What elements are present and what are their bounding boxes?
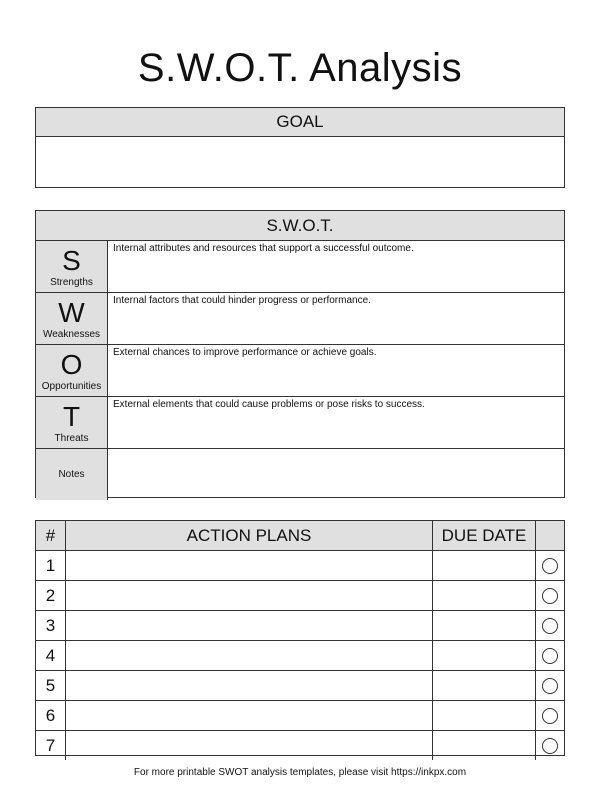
action-plan-cell[interactable] xyxy=(66,731,433,760)
table-row xyxy=(36,611,564,641)
notes-input-area[interactable] xyxy=(108,449,564,500)
footer-note: For more printable SWOT analysis templates, please visit https://inkpx.com xyxy=(133,767,467,778)
swot-row-strengths xyxy=(36,241,564,293)
swot-description-opportunities[interactable]: External chances to improve performance or achieve goals. xyxy=(113,347,377,358)
swot-section xyxy=(35,210,565,498)
row-number: 3 xyxy=(36,611,66,640)
row-number: 5 xyxy=(36,671,66,700)
swot-label-notes xyxy=(36,449,108,500)
due-date-cell[interactable] xyxy=(433,701,536,730)
table-row xyxy=(36,731,564,760)
swot-letter: T xyxy=(62,401,81,432)
table-row xyxy=(36,671,564,701)
action-plan-cell[interactable] xyxy=(66,581,433,610)
check-cell xyxy=(536,701,564,730)
swot-row-notes xyxy=(36,449,564,500)
checkbox-circle[interactable] xyxy=(542,738,558,754)
check-cell xyxy=(536,731,564,760)
swot-label-weaknesses xyxy=(36,293,108,344)
due-date-cell[interactable] xyxy=(433,611,536,640)
checkbox-circle[interactable] xyxy=(542,678,558,694)
due-date-cell[interactable] xyxy=(433,731,536,760)
swot-word: Opportunities xyxy=(41,381,102,392)
checkbox-circle[interactable] xyxy=(542,588,558,604)
swot-description-weaknesses[interactable]: Internal factors that could hinder progress or performance. xyxy=(113,295,371,306)
swot-row-weaknesses xyxy=(36,293,564,345)
action-plans-table xyxy=(35,520,565,756)
due-date-cell[interactable] xyxy=(433,581,536,610)
table-row xyxy=(36,701,564,731)
swot-word: Strengths xyxy=(50,277,93,288)
check-cell xyxy=(536,551,564,580)
check-cell xyxy=(536,611,564,640)
page-title: S.W.O.T. Analysis xyxy=(137,46,463,90)
action-plan-cell[interactable] xyxy=(66,701,433,730)
swot-letter: W xyxy=(58,297,85,328)
checkbox-circle[interactable] xyxy=(542,648,558,664)
swot-row-opportunities xyxy=(36,345,564,397)
due-date-cell[interactable] xyxy=(433,641,536,670)
swot-description-threats[interactable]: External elements that could cause problems or pose risks to success. xyxy=(113,399,425,410)
row-number: 7 xyxy=(36,731,66,760)
swot-letter: S xyxy=(62,245,81,276)
action-plan-cell[interactable] xyxy=(66,611,433,640)
check-column-header xyxy=(536,521,564,550)
checkbox-circle[interactable] xyxy=(542,558,558,574)
table-row xyxy=(36,641,564,671)
swot-heading: S.W.O.T. xyxy=(36,211,564,241)
table-row xyxy=(36,581,564,611)
check-cell xyxy=(536,671,564,700)
notes-label: Notes xyxy=(58,469,85,480)
table-header-row xyxy=(36,521,564,551)
row-number: 1 xyxy=(36,551,66,580)
number-column-header: # xyxy=(36,521,66,550)
action-plans-column-header: ACTION PLANS xyxy=(66,521,433,550)
due-date-column-header: DUE DATE xyxy=(433,521,536,550)
swot-description-strengths[interactable]: Internal attributes and resources that support a successful outcome. xyxy=(113,243,414,254)
due-date-cell[interactable] xyxy=(433,551,536,580)
swot-letter: O xyxy=(60,349,83,380)
goal-heading: GOAL xyxy=(36,108,564,137)
swot-word: Weaknesses xyxy=(42,329,101,340)
goal-section xyxy=(35,107,565,188)
swot-label-opportunities xyxy=(36,345,108,396)
action-plan-cell[interactable] xyxy=(66,551,433,580)
check-cell xyxy=(536,641,564,670)
row-number: 4 xyxy=(36,641,66,670)
checkbox-circle[interactable] xyxy=(542,708,558,724)
check-cell xyxy=(536,581,564,610)
row-number: 6 xyxy=(36,701,66,730)
swot-label-threats xyxy=(36,397,108,448)
swot-label-strengths xyxy=(36,241,108,292)
swot-row-threats xyxy=(36,397,564,449)
goal-input-area[interactable] xyxy=(36,137,564,187)
swot-word: Threats xyxy=(54,433,89,444)
action-plan-cell[interactable] xyxy=(66,671,433,700)
due-date-cell[interactable] xyxy=(433,671,536,700)
table-row xyxy=(36,551,564,581)
row-number: 2 xyxy=(36,581,66,610)
checkbox-circle[interactable] xyxy=(542,618,558,634)
action-plan-cell[interactable] xyxy=(66,641,433,670)
